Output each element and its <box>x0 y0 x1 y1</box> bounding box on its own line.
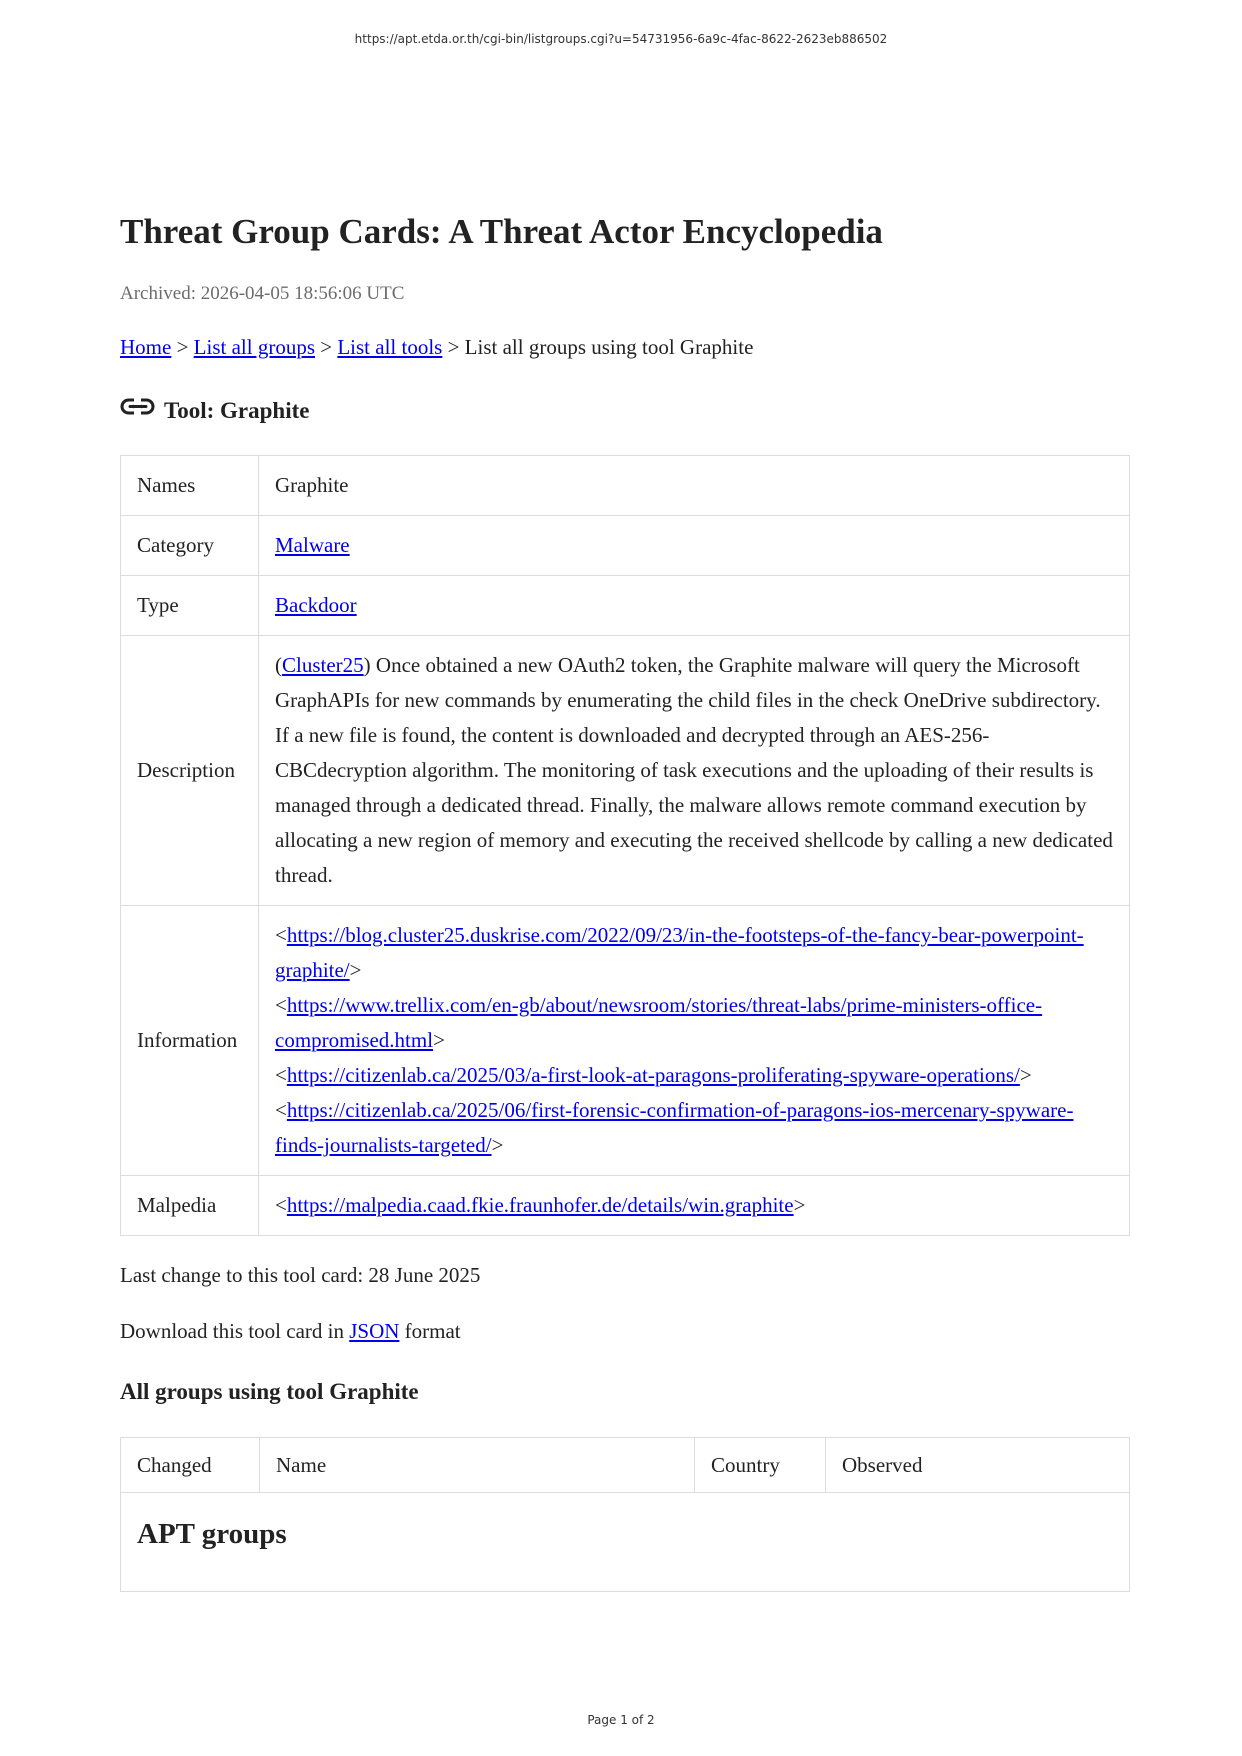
lt-bracket: < <box>275 923 287 947</box>
table-row <box>121 906 1130 1176</box>
table-row <box>121 576 1130 636</box>
page-number: Page 1 of 2 <box>587 1713 655 1727</box>
table-row <box>121 456 1130 516</box>
category-cell <box>259 516 1130 576</box>
link-icon <box>120 396 156 418</box>
information-link[interactable]: https://citizenlab.ca/2025/06/first-forensic-confirmation-of-paragons-ios-mercenary-spyware-finds-journalists-targeted/ <box>275 1098 1074 1157</box>
download-suffix: format <box>399 1319 461 1343</box>
lt-bracket: < <box>275 993 287 1017</box>
download-line <box>120 1318 1130 1344</box>
information-label: Information <box>121 906 259 1176</box>
gt-bracket: > <box>349 958 362 982</box>
main-content <box>120 210 1130 1592</box>
table-row <box>121 516 1130 576</box>
lt-bracket: < <box>275 1193 287 1217</box>
tool-heading-text: Tool: Graphite <box>164 398 310 423</box>
json-download-link[interactable]: JSON <box>349 1319 400 1343</box>
breadcrumb <box>120 334 1130 360</box>
malpedia-cell <box>259 1176 1130 1236</box>
gt-bracket: > <box>491 1133 504 1157</box>
malpedia-link[interactable]: https://malpedia.caad.fkie.fraunhofer.de/details/win.graphite <box>286 1193 794 1217</box>
apt-groups-section-title: APT groups <box>121 1493 1130 1592</box>
type-label: Type <box>121 576 259 636</box>
column-header-country[interactable]: Country <box>695 1438 826 1493</box>
breadcrumb-list-groups-link[interactable]: List all groups <box>193 335 315 359</box>
download-prefix: Download this tool card in <box>120 1319 350 1343</box>
information-link[interactable]: https://citizenlab.ca/2025/03/a-first-look-at-paragons-proliferating-spyware-operations/ <box>286 1063 1020 1087</box>
information-link[interactable]: https://www.trellix.com/en-gb/about/newsroom/stories/threat-labs/prime-ministers-office-compromised.html <box>275 993 1043 1052</box>
breadcrumb-separator: > <box>171 335 194 359</box>
description-cell <box>259 636 1130 906</box>
groups-heading: All groups using tool Graphite <box>120 1379 419 1404</box>
malpedia-label: Malpedia <box>121 1176 259 1236</box>
tool-heading <box>120 396 1130 426</box>
groups-header-row <box>121 1438 1130 1493</box>
table-row <box>121 1176 1130 1236</box>
gt-bracket: > <box>1019 1063 1032 1087</box>
page-title: Threat Group Cards: A Threat Actor Encyclopedia <box>120 212 883 251</box>
breadcrumb-list-tools-link[interactable]: List all tools <box>337 335 443 359</box>
breadcrumb-separator: > <box>315 335 338 359</box>
lt-bracket: < <box>275 1063 287 1087</box>
information-link[interactable]: https://blog.cluster25.duskrise.com/2022/09/23/in-the-footsteps-of-the-fancy-bear-powerpoint-graphite/ <box>275 923 1084 982</box>
gt-bracket: > <box>793 1193 806 1217</box>
column-header-changed[interactable]: Changed <box>121 1438 260 1493</box>
last-change-text: Last change to this tool card: 28 June 2025 <box>120 1263 481 1287</box>
description-open-paren: ( <box>275 653 282 677</box>
column-header-observed[interactable]: Observed <box>826 1438 1130 1493</box>
category-label: Category <box>121 516 259 576</box>
description-text: ) Once obtained a new OAuth2 token, the Graphite malware will query the Microsoft GraphAPIs for new commands by enumerating the child files in the check OneDrive subdirectory. If a new file is found, the content is downloaded and decrypted through an AES-256-CBCdecryption algorithm. The monitoring of task executions and the uploading of their results is managed through a dedicated thread. Finally, the malware allows remote command execution by allocating a new region of memory and executing the received shellcode by calling a new dedicated thread. <box>275 653 1113 887</box>
names-label: Names <box>121 456 259 516</box>
names-value: Graphite <box>259 456 1130 516</box>
breadcrumb-current: > List all groups using tool Graphite <box>442 335 754 359</box>
type-cell <box>259 576 1130 636</box>
information-cell <box>259 906 1130 1176</box>
breadcrumb-home-link[interactable]: Home <box>120 335 172 359</box>
type-link[interactable]: Backdoor <box>275 593 357 617</box>
archived-timestamp: Archived: 2026-04-05 18:56:06 UTC <box>120 283 405 304</box>
groups-table <box>120 1437 1130 1592</box>
print-url-header: https://apt.etda.or.th/cgi-bin/listgroups.cgi?u=54731956-6a9c-4fac-8622-2623eb886502 <box>354 32 888 46</box>
column-header-name[interactable]: Name <box>260 1438 695 1493</box>
tool-info-table <box>120 455 1130 1236</box>
table-row <box>121 636 1130 906</box>
description-source-link[interactable]: Cluster25 <box>282 653 364 677</box>
description-label: Description <box>121 636 259 906</box>
category-link[interactable]: Malware <box>275 533 350 557</box>
table-row <box>121 1493 1130 1592</box>
gt-bracket: > <box>433 1028 445 1052</box>
lt-bracket: < <box>275 1098 287 1122</box>
